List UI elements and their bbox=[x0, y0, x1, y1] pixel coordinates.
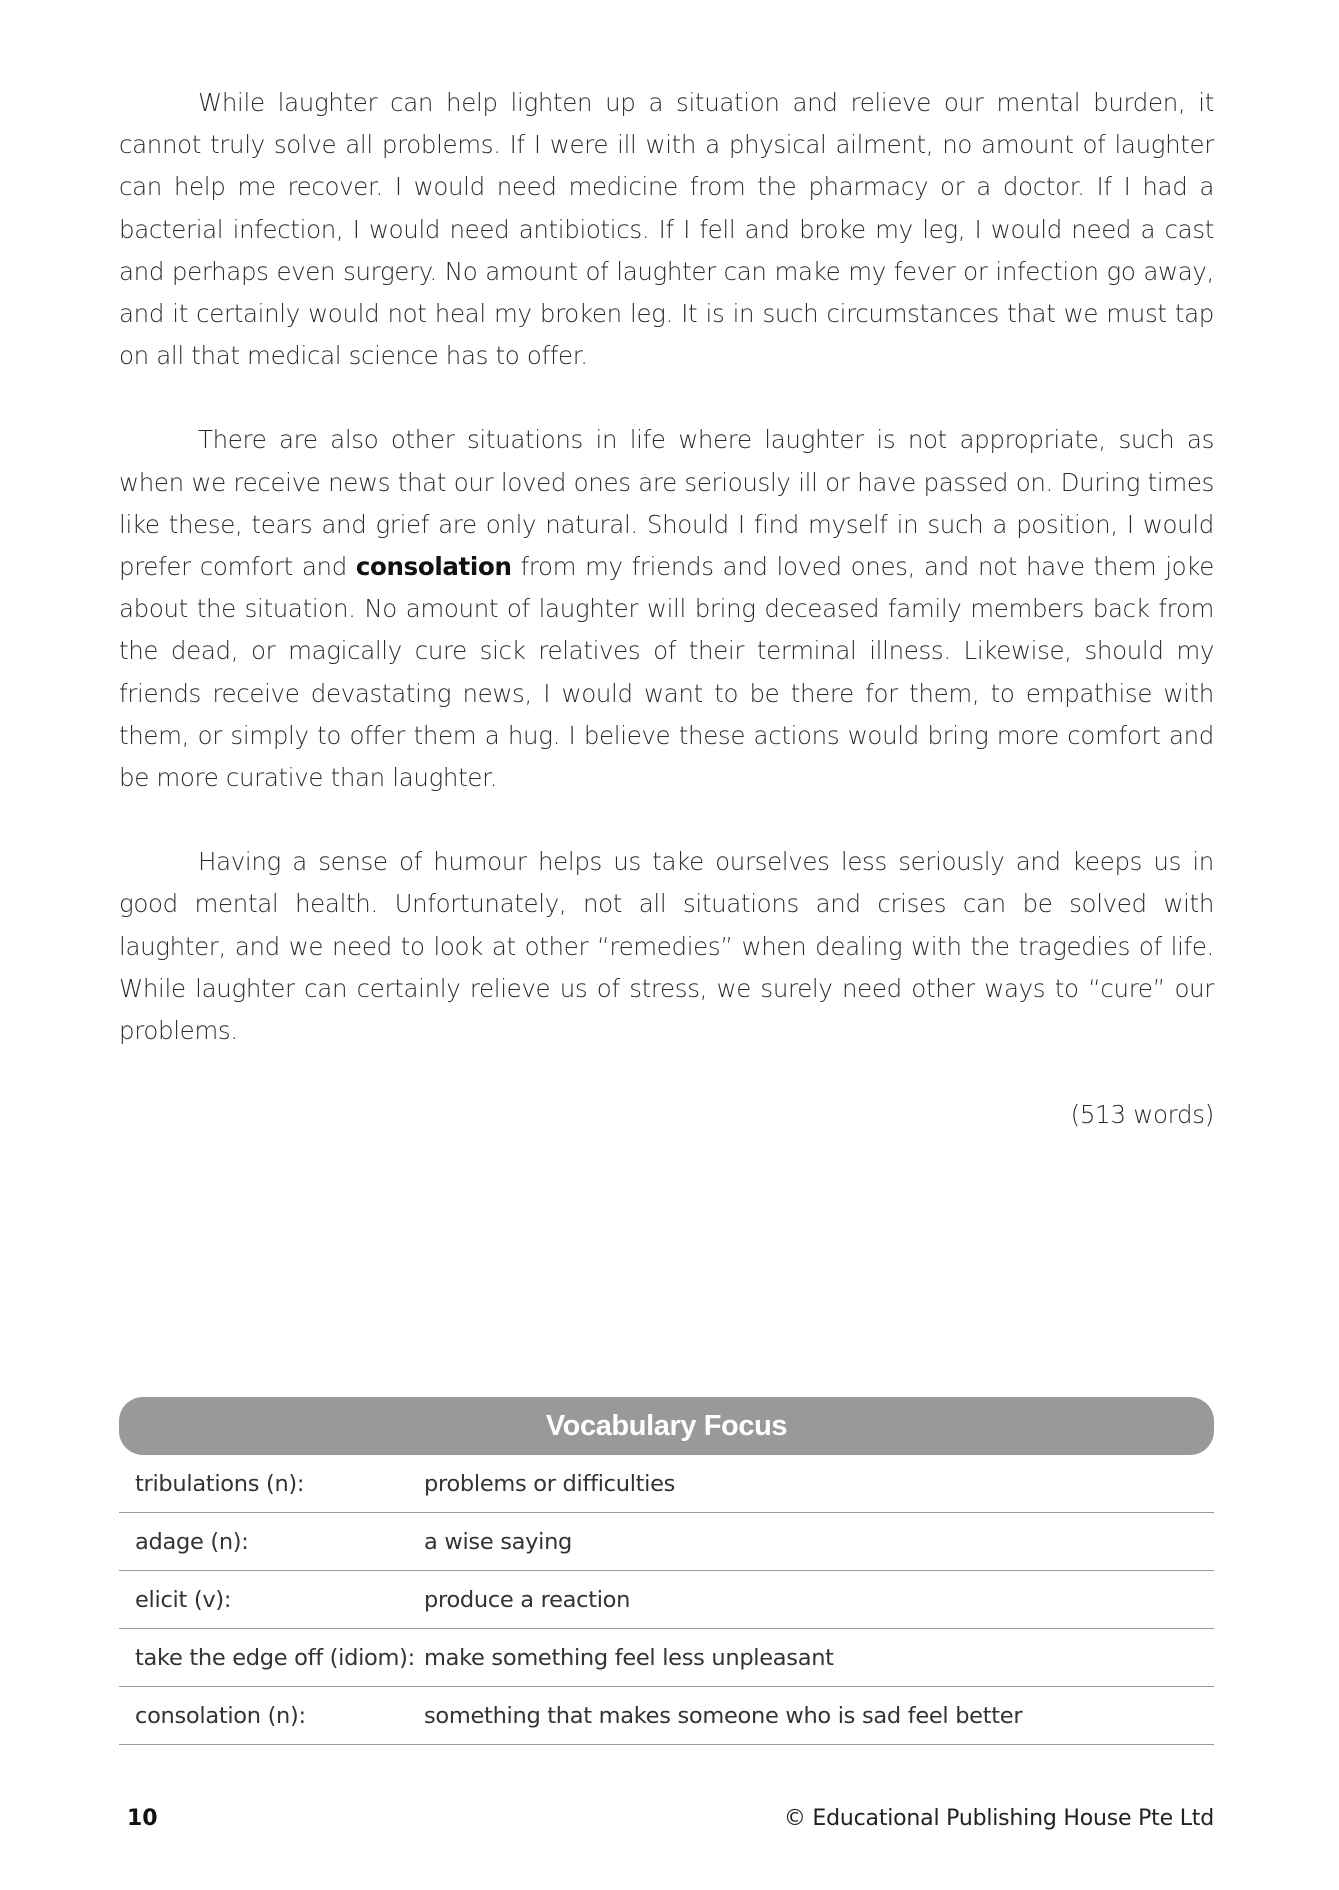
paragraph-text: While laughter can help lighten up a situation and relieve our mental burden, it cannot truly solve all problems. If I were ill with a physical ailment, no amount of laughter can help me recover. I would need medicine from the pharmacy or a doctor. If I had a bacterial infection, I would need antibiotics. If I fell and broke my leg, I would need a cast and perhaps even surgery. No amount of laughter can make my fever or infection go away, and it certainly would not heal my broken leg. It is in such circumstances that we must tap on all that medical science has to offer. bbox=[119, 88, 1214, 371]
highlighted-vocabulary-word: consolation bbox=[355, 552, 512, 582]
vocabulary-definition: something that makes someone who is sad feel better bbox=[424, 1702, 1023, 1729]
vocabulary-row bbox=[119, 1455, 1214, 1513]
paragraph-1 bbox=[119, 82, 1214, 377]
vocabulary-row bbox=[119, 1513, 1214, 1571]
vocabulary-definition: problems or difficulties bbox=[424, 1470, 676, 1497]
vocabulary-term: take the edge off (idiom): bbox=[135, 1644, 415, 1671]
paragraph-text: from my friends and loved ones, and not have them joke about the situation. No amount of laughter will bring deceased family members back from the dead, or magically cure sick relatives of their terminal illness. Likewise, should my friends receive devastating news, I would want to be there for them, to empathise with them, or simply to offer them a hug. I believe these actions would bring more comfort and be more curative than laughter. bbox=[119, 552, 1214, 793]
essay-body bbox=[119, 82, 1214, 1094]
vocabulary-row bbox=[119, 1687, 1214, 1745]
vocabulary-term: elicit (v): bbox=[135, 1586, 232, 1613]
page-number: 10 bbox=[127, 1806, 158, 1831]
paragraph-text: Having a sense of humour helps us take ourselves less seriously and keeps us in good mental health. Unfortunately, not all situations and crises can be solved with laughter, and we need to look at other “remedies” when dealing with the tragedies of life. While laughter can certainly relieve us of stress, we surely need other ways to “cure” our problems. bbox=[119, 847, 1214, 1046]
vocabulary-term: tribulations (n): bbox=[135, 1470, 305, 1497]
copyright-notice: © Educational Publishing House Pte Ltd bbox=[783, 1806, 1214, 1831]
paragraph-2 bbox=[119, 419, 1214, 799]
paragraph-3 bbox=[119, 841, 1214, 1052]
vocabulary-row bbox=[119, 1629, 1214, 1687]
vocabulary-definition: a wise saying bbox=[424, 1528, 573, 1555]
vocabulary-term: adage (n): bbox=[135, 1528, 249, 1555]
vocabulary-definition: produce a reaction bbox=[424, 1586, 631, 1613]
vocabulary-definition: make something feel less unpleasant bbox=[424, 1644, 834, 1671]
vocabulary-term: consolation (n): bbox=[135, 1702, 306, 1729]
word-count: (513 words) bbox=[1070, 1100, 1214, 1129]
vocabulary-focus-box bbox=[119, 1397, 1214, 1745]
vocabulary-focus-title: Vocabulary Focus bbox=[119, 1397, 1214, 1455]
paragraph-text: There are also other situations in life where laughter is not appropriate, such as when we receive news that our loved ones are seriously ill or have passed on. During times like these, tears and grief are only natural. Should I find myself in such a position, I would prefer comfort and bbox=[119, 425, 1214, 582]
vocabulary-row bbox=[119, 1571, 1214, 1629]
